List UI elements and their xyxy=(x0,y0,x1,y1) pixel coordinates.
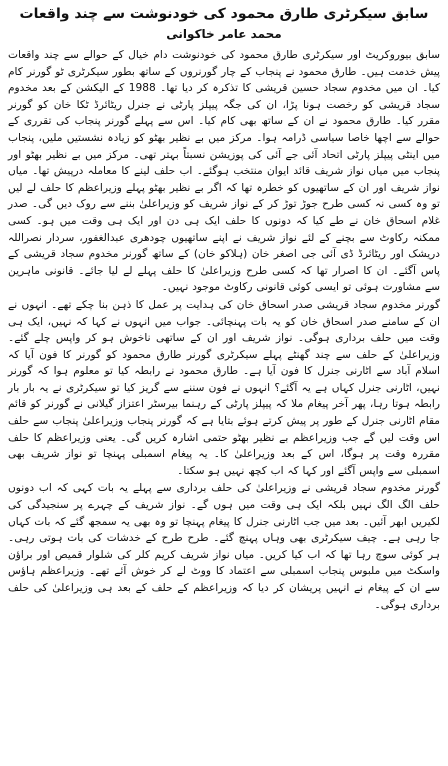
article-headline: سابق سیکرٹری طارق محمود کی خودنوشت سے چند واقعات xyxy=(19,6,429,22)
article-paragraph: گورنر مخدوم سجاد قریشی صدر اسحاق خان کی ہدایت پر عمل کا ذہن بنا چکے تھے۔ انہوں نے ان کے سامنے صدر اسحاق خان کو یہ بات پہنچائی۔ جواب میں انہوں نے کہا کہ نہیں، ایک ہی وقت میں حلف برداری ہوگی۔ نواز شریف اور ان کے ساتھی ناخوش ہو کر واپس چلے گئے۔ وزیراعلیٰ کے حلف سے چند گھنٹے پہلے سیکرٹری گورنر طارق محمود کو گورنر کا فون آیا کہ اسلام آباد سے اٹارنی جنرل کا فون آیا ہے۔ طارق محمود نے رابطہ کیا تو معلوم ہوا کہ گورنر نہیں، اٹارنی جنرل کہاں ہے یہ آگئے؟ انہوں نے فون سننے سے گریز کیا تو سیکرٹری نے یہ بار بار رابطہ ہوتا رہا، پھر آخر پیغام ملا کہ پیپلز پارٹی کے رہنما بیرسٹر اعتزاز گیلانی نے گورنر کو قائم مقام اٹارنی جنرل کے طور پر پیش کرتے ہوئے بتایا ہے کہ گورنر پنجاب وزیراعلیٰ پنجاب سے حلف اس وقت لیں گے جب وزیراعظم بے نظیر بھٹو حتمی اشارہ کریں گی۔ یعنی وزیراعظم کا حلف مقررہ وقت پر ہوگا، اس کے بعد وزیراعلیٰ کا۔ یہ پیغام اسمبلی پہنچا تو نواز شریف بھی اسمبلی سے واپس آگئے اور کہا کہ اب کچھ نہیں ہو سکتا۔ xyxy=(8,298,440,477)
article-paragraph: سابق بیوروکریٹ اور سیکرٹری طارق محمود کی خودنوشت دام خیال کے حوالے سے چند واقعات پیش خدمت ہیں۔ طارق محمود نے پنجاب کے چار گورنروں کے ساتھ بطور سیکرٹری ٹو گورنر کام کیا۔ ان میں مخدوم سجاد حسین قریشی کا تذکرہ کر دیا تھا۔ 1988 کے الیکشن کے بعد مخدوم سجاد قریشی کو رخصت ہونا پڑا، ان کی جگہ پیپلز پارٹی نے جنرل ریٹائرڈ ٹکا خان کو گورنر مقرر کیا۔ طارق محمود نے ان کے ساتھ بھی کام کیا۔ اس سے پہلے گورنر پنجاب کی تقرری کے حوالے سے اچھا خاصا سیاسی ڈرامہ ہوا۔ مرکز میں بے نظیر بھٹو کو زیادہ نشستیں ملیں، پنجاب میں اینٹی پیپلز پارٹی اتحاد آئی جے آئی کی پوزیشن نسبتاً بہتر تھی۔ مرکز میں بے نظیر بھٹو اور پنجاب میں میاں نواز شریف قائد ایوان منتخب ہوگئے۔ اب حلف لینے کا معاملہ درپیش تھا۔ میاں نواز شریف اور ان کے ساتھیوں کو خطرہ تھا کہ اگر بے نظیر بھٹو پہلے وزیراعظم کا حلف لے لیں تو وہ کسی نہ کسی طرح جوڑ توڑ کر کے نواز شریف کو وزیراعلیٰ بننے سے روک دیں گی۔ صدر غلام اسحاق خان نے طے کیا کہ دونوں کا حلف ایک ہی دن اور ایک ہی وقت میں ہو۔ کسی ممکنہ رکاوٹ سے بچنے کے لئے نواز شریف نے اپنے ساتھیوں چودھری عبدالغفور، سردار نصراللہ دریشک اور ریٹائرڈ ڈی آئی جی اصغر خان (ہلاکو خان) کے ساتھ گورنر مخدوم سجاد قریشی کے پاس آگئے۔ ان کا اصرار تھا کہ کسی طرح وزیراعلیٰ کا حلف پہلے لے لیا جائے۔ قانونی ماہرین سے مشاورت ہوئی تو ایسی کوئی قانونی رکاوٹ موجود نہیں۔ xyxy=(8,49,440,294)
article-paragraph: گورنر مخدوم سجاد قریشی نے وزیراعلیٰ کی حلف برداری سے پہلے یہ بات کہی کہ اب دونوں حلف الگ الگ نہیں بلکہ ایک ہی وقت میں ہوں گے۔ نواز شریف کے چہرے پر سنجیدگی کی لکیریں ابھر آئیں۔ بعد میں جب اٹارنی جنرل کا پیغام پہنچا تو وہ بھی یہ سمجھ گئے کہ بات کہاں جا رہی ہے۔ چیف سیکرٹری بھی وہاں پہنچ گئے۔ طرح طرح کے خدشات کی بات ہوتی رہی۔ ہر کوئی سوچ رہا تھا کہ اب کیا کریں۔ میاں نواز شریف کریم کلر کی شلوار قمیص اور براؤن واسکٹ میں ملبوس پنجاب اسمبلی سے اعتماد کا ووٹ لے کر خوش آئے تھے۔ وزیراعظم ہاؤس سے ان کے پیغام نے انہیں پریشان کر دیا کہ وزیراعظم کے حلف کے بعد ہی وزیراعلیٰ کی حلف برداری ہوگی۔ xyxy=(8,482,440,611)
article-author: محمد عامر خاکوانی xyxy=(166,27,282,41)
